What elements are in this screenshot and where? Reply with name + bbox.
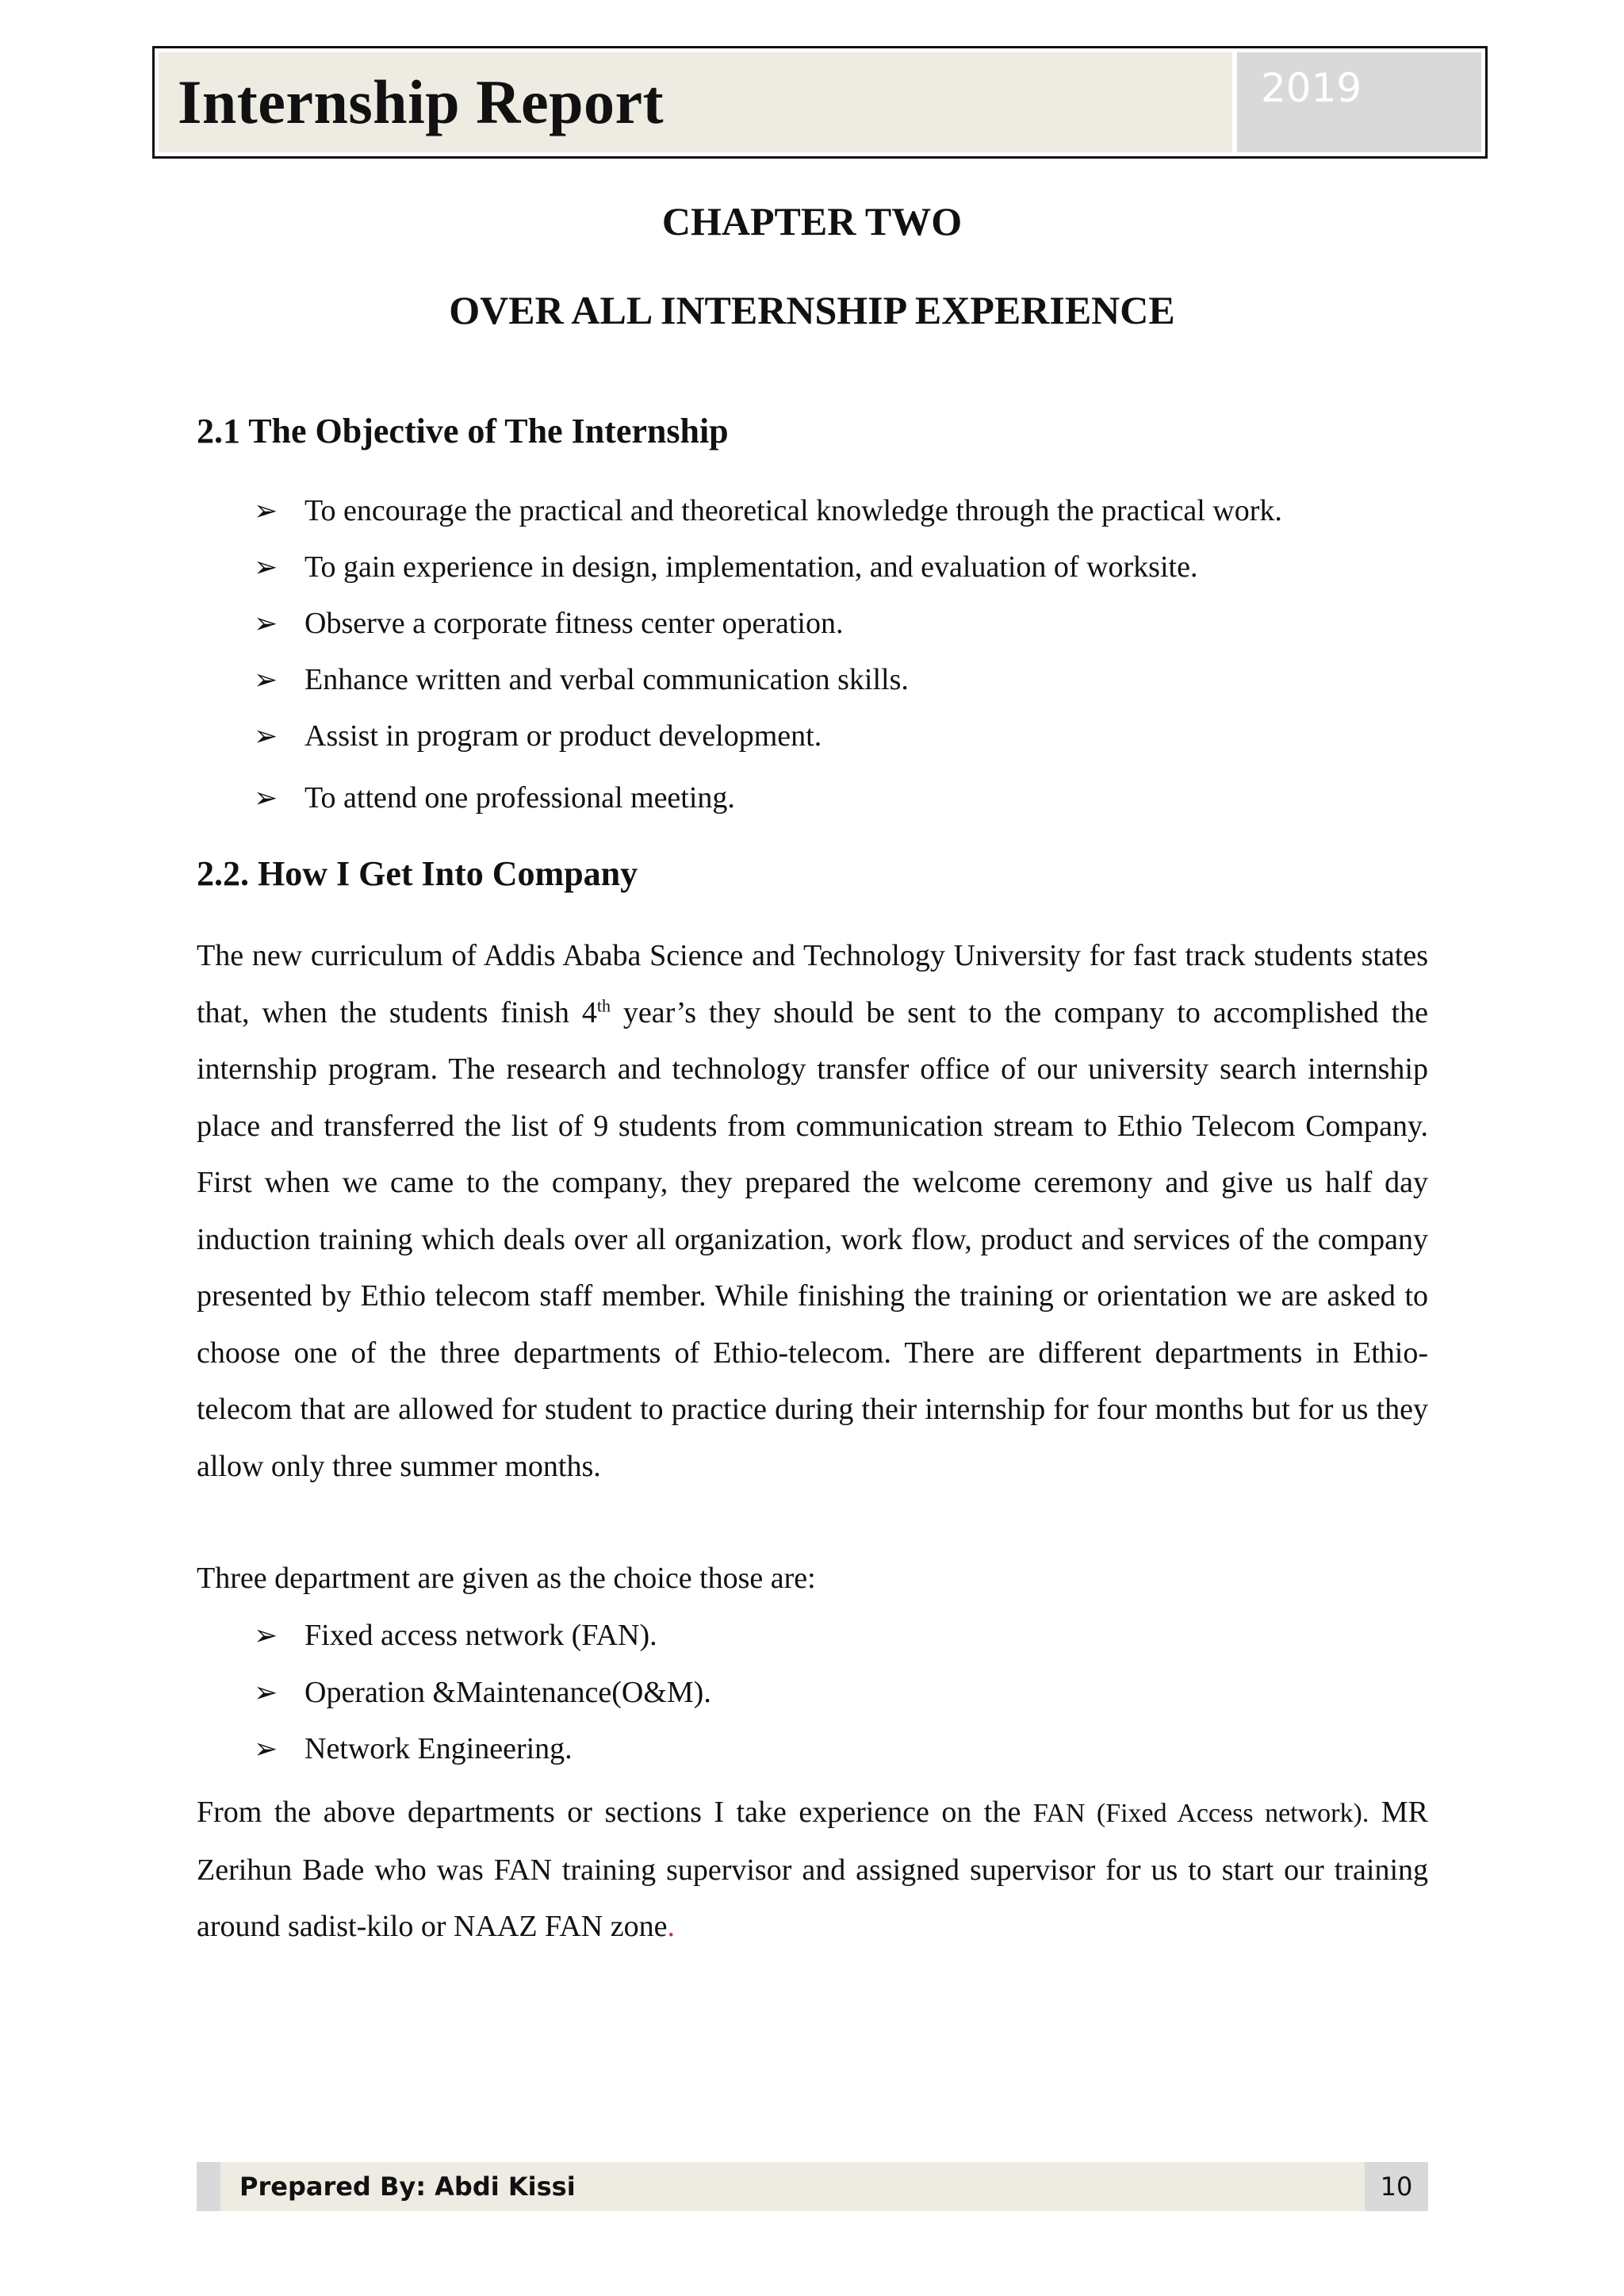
objective-list (254, 493, 1282, 837)
chapter-number: CHAPTER TWO (661, 199, 963, 243)
report-year: 2019 (1261, 65, 1362, 111)
report-title: Internship Report (178, 67, 665, 136)
arrow-bullet-icon: ➢ (254, 551, 278, 584)
page-number: 10 (1365, 2162, 1428, 2211)
header-year-box (1237, 52, 1481, 152)
arrow-bullet-icon: ➢ (254, 720, 278, 753)
chapter-title: OVER ALL INTERNSHIP EXPERIENCE (449, 288, 1175, 332)
footer-accent (197, 2162, 220, 2211)
list-item: ➢ Fixed access network (FAN). (254, 1619, 657, 1652)
page-footer (197, 2162, 1428, 2211)
prepared-by: Prepared By: Abdi Kissi (220, 2162, 1365, 2211)
choice-intro: Three department are given as the choice those are: (197, 1562, 816, 1595)
list-item: ➢ Assist in program or product development. (254, 719, 822, 753)
list-item: ➢ Observe a corporate fitness center operation. (254, 607, 844, 640)
list-item: ➢ Operation &Maintenance(O&M). (254, 1675, 711, 1709)
closing-paragraph: From the above departments or sections I take experience on the FAN (Fixed Access network). MR Zerihun Bade who was FAN training supervisor and assigned supervisor for us to start our training around sadist-kilo or NAAZ FAN zone. (197, 1796, 1428, 1943)
arrow-bullet-icon: ➢ (254, 1733, 278, 1765)
page-header (152, 46, 1488, 159)
company-paragraph: The new curriculum of Addis Ababa Science and Technology University for fast track students states that, when the students finish 4th year’s they should be sent to the company to accomplished the internship program. The research and technology transfer office of our university search internship place and transferred the list of 9 students from communication stream to Ethio Telecom Company. First when we came to the company, they prepared the welcome ceremony and give us half day induction training which deals over all organization, work flow, product and services of the company presented by Ethio telecom staff member. While finishing the training or orientation we are asked to choose one of the three departments of Ethio-telecom. There are different departments in Ethio-telecom that are allowed for student to practice during their internship for four months but for us they allow only three summer months. (197, 939, 1428, 1483)
department-list (254, 1618, 711, 1788)
header-title-box (159, 52, 1232, 152)
arrow-bullet-icon: ➢ (254, 608, 278, 640)
section-heading-objective: 2.1 The Objective of The Internship (197, 412, 729, 450)
arrow-bullet-icon: ➢ (254, 782, 278, 815)
arrow-bullet-icon: ➢ (254, 664, 278, 696)
arrow-bullet-icon: ➢ (254, 495, 278, 527)
list-item: ➢ Enhance written and verbal communication skills. (254, 663, 909, 696)
list-item: ➢ To gain experience in design, implementation, and evaluation of worksite. (254, 550, 1198, 584)
arrow-bullet-icon: ➢ (254, 1619, 278, 1652)
list-item: ➢ To attend one professional meeting. (254, 781, 735, 815)
list-item: ➢ To encourage the practical and theoretical knowledge through the practical work. (254, 494, 1282, 527)
section-heading-company: 2.2. How I Get Into Company (197, 854, 638, 893)
list-item: ➢ Network Engineering. (254, 1732, 573, 1765)
arrow-bullet-icon: ➢ (254, 1676, 278, 1709)
